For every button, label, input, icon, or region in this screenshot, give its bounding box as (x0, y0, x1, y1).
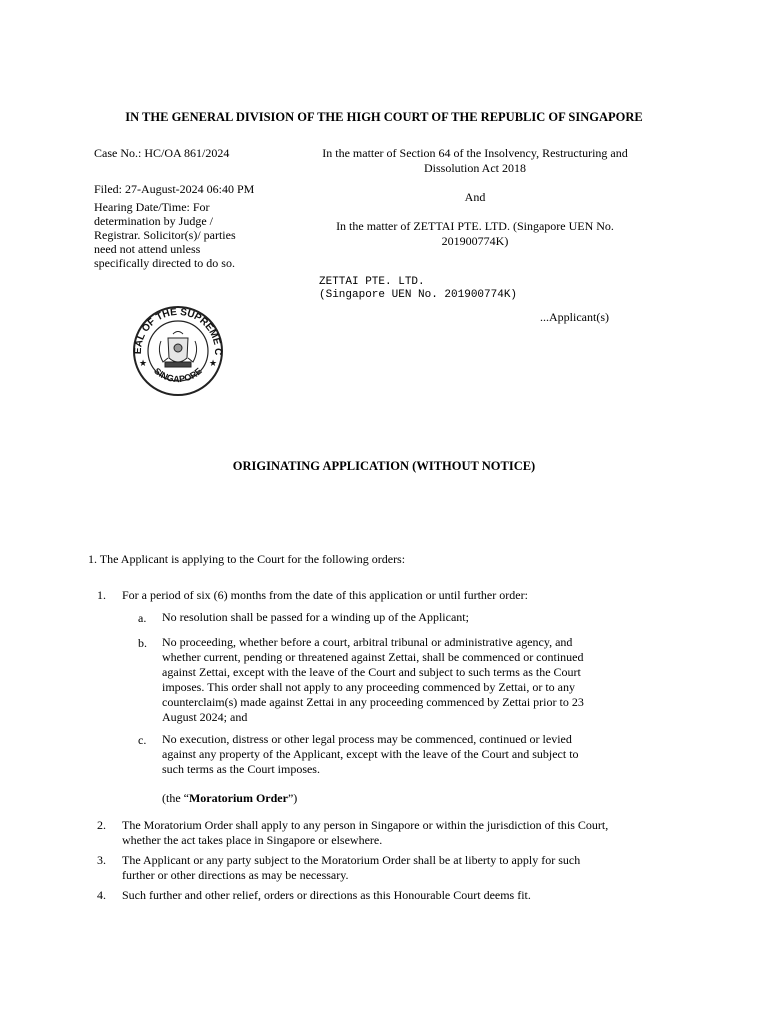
matter-line: In the matter of Section 64 of the Insolvency, Restructuring and (322, 146, 628, 160)
matter-line: In the matter of ZETTAI PTE. LTD. (Singapore UEN No. (336, 219, 614, 233)
matter-line: Dissolution Act 2018 (423, 161, 526, 175)
order-text: For a period of six (6) months from the date of this application or until further order: (122, 588, 528, 602)
document-title: ORIGINATING APPLICATION (WITHOUT NOTICE) (232, 459, 536, 473)
text-line: No proceeding, whether before a court, arbitral tribunal or administrative agency, and (162, 635, 573, 649)
hearing-line: Hearing Date/Time: For (94, 200, 210, 214)
matter-company (300, 219, 650, 249)
order-text (122, 818, 662, 848)
subitem-text (162, 610, 642, 625)
subitem-letter: a. (138, 611, 147, 625)
definition-term: Moratorium Order (188, 791, 288, 805)
text-line: counterclaim(s) made against Zettai in any proceeding commenced by Zettai prior to 23 (162, 695, 584, 709)
text-line: such terms as the Court imposes. (162, 762, 320, 776)
matter-line: 201900774K) (441, 234, 509, 248)
court-heading: IN THE GENERAL DIVISION OF THE HIGH COURT OF THE REPUBLIC OF SINGAPORE (125, 110, 643, 124)
svg-text:★: ★ (139, 358, 148, 368)
seal-top-text: EAL OF THE SUPREME C (132, 306, 224, 356)
subitem-letter: b. (138, 636, 147, 650)
case-number: Case No.: HC/OA 861/2024 (94, 146, 230, 160)
text-line: The Moratorium Order shall apply to any person in Singapore or within the jurisdiction of this Court, (122, 818, 609, 832)
text-line: whether the act takes place in Singapore or elsewhere. (122, 833, 383, 847)
text-line: imposes. This order shall not apply to any proceeding commenced by Zettai, or to any (162, 680, 576, 694)
hearing-line: determination by Judge / (94, 214, 213, 228)
intro-text: 1. The Applicant is applying to the Court for the following orders: (88, 552, 406, 566)
text-line: whether current, pending or threatened against Zettai, shall be commenced or continued (162, 650, 584, 664)
hearing-info (94, 200, 284, 270)
order-number: 3. (97, 853, 106, 867)
order-number: 2. (97, 818, 106, 832)
order-number: 1. (97, 588, 106, 602)
and-text: And (464, 190, 486, 204)
text-line: August 2024; and (162, 710, 248, 724)
text-line: further or other directions as may be necessary. (122, 868, 349, 882)
party-name: ZETTAI PTE. LTD. (319, 276, 425, 288)
supreme-court-seal (123, 296, 233, 396)
order-text: Such further and other relief, orders or directions as this Honourable Court deems fit. (122, 888, 531, 902)
filed-date: Filed: 27-August-2024 06:40 PM (94, 182, 255, 196)
definition-suffix: ”) (287, 791, 298, 805)
hearing-line: Registrar. Solicitor(s)/ parties (94, 228, 236, 242)
order-text (122, 853, 662, 883)
seal-graphic (123, 296, 233, 396)
moratorium-definition (162, 791, 297, 806)
party-role: ...Applicant(s) (540, 310, 609, 324)
text-line: The Applicant or any party subject to the Moratorium Order shall be at liberty to apply for such (122, 853, 581, 867)
text-line: No execution, distress or other legal process may be commenced, continued or levied (162, 732, 572, 746)
subitem-letter: c. (138, 733, 147, 747)
hearing-line: specifically directed to do so. (94, 256, 235, 270)
seal-bottom-text: SINGAPORE (152, 365, 204, 385)
svg-text:★: ★ (209, 358, 218, 368)
matter-section-64 (300, 146, 650, 176)
order-number: 4. (97, 888, 106, 902)
text-line: against Zettai, except with the leave of the Court and subject to such terms as the Court (162, 665, 581, 679)
text-line: No resolution shall be passed for a winding up of the Applicant; (162, 610, 469, 624)
definition-prefix: (the “ (162, 791, 189, 805)
text-line: against any property of the Applicant, except with the leave of the Court and subject to (162, 747, 579, 761)
hearing-line: need not attend unless (94, 242, 201, 256)
subitem-text (162, 732, 642, 777)
subitem-text (162, 635, 642, 725)
party-uen: (Singapore UEN No. 201900774K) (319, 289, 518, 301)
